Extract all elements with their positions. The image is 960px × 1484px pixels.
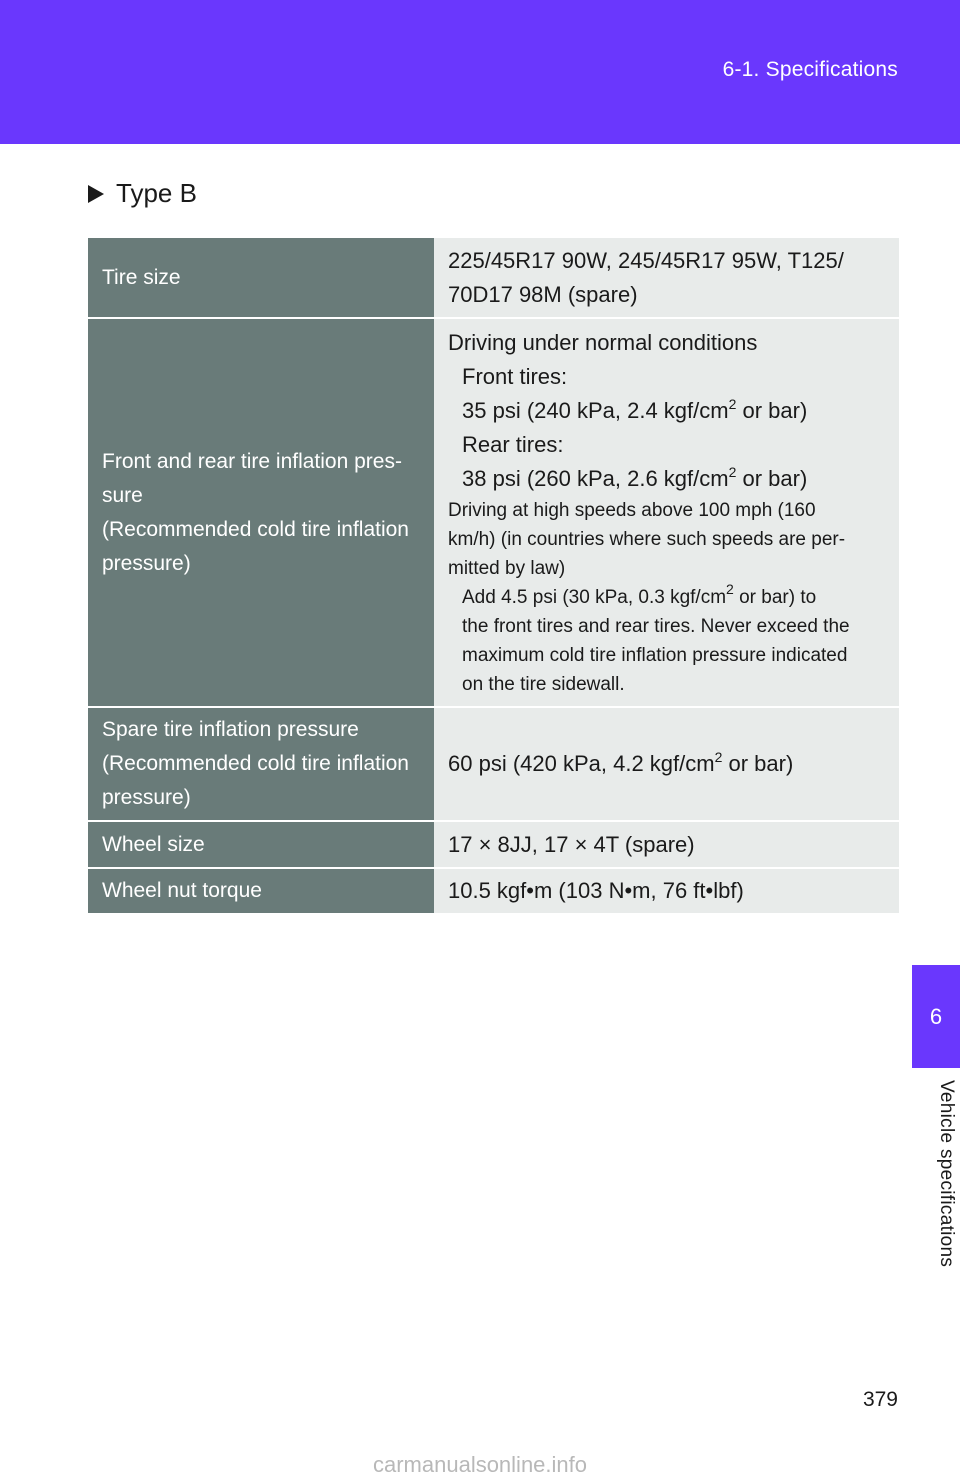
add-pressure-line3: maximum cold tire inflation pressure indicated xyxy=(462,645,848,666)
front-pressure-text: 35 psi (240 kPa, 2.4 kgf/cm xyxy=(462,398,729,423)
front-tires-label: Front tires: xyxy=(462,364,568,389)
spare-or-bar: or bar) xyxy=(722,751,794,776)
normal-conditions-heading: Driving under normal conditions xyxy=(448,330,758,355)
inflation-label-line3: (Recommended cold tire inflation xyxy=(102,517,409,541)
spare-superscript: 2 xyxy=(714,749,723,765)
rear-pressure-text: 38 psi (260 kPa, 2.6 kgf/cm xyxy=(462,466,729,491)
spare-label-line3: pressure) xyxy=(102,786,191,809)
rear-tires-label: Rear tires: xyxy=(462,432,564,457)
high-speed-line3: mitted by law) xyxy=(448,558,566,579)
value-wheel-nut: 10.5 kgf•m (103 N•m, 76 ft•lbf) xyxy=(434,868,899,914)
label-inflation xyxy=(88,318,434,707)
add-superscript: 2 xyxy=(726,581,734,597)
tire-size-line1: 225/45R17 90W, 245/45R17 95W, T125/ xyxy=(448,247,844,273)
table-row-tire-size xyxy=(88,238,899,318)
section-heading xyxy=(88,178,197,209)
add-pressure-line1 xyxy=(448,583,893,612)
label-tire-size: Tire size xyxy=(88,238,434,318)
add-pressure-line4: on the tire sidewall. xyxy=(462,674,625,695)
add-suffix: or bar) to xyxy=(733,587,817,608)
inflation-label-line1: Front and rear tire inflation pres- xyxy=(102,449,402,473)
spare-label-line2: (Recommended cold tire inflation xyxy=(102,752,409,775)
rear-or-bar: or bar) xyxy=(736,466,808,491)
section-heading-text: Type B xyxy=(116,178,197,208)
spec-table xyxy=(88,238,899,915)
inflation-label-line4: pressure) xyxy=(102,551,191,575)
table-row-wheel-nut xyxy=(88,868,899,914)
watermark: carmanualsonline.info xyxy=(372,1452,588,1477)
spare-label-line1: Spare tire inflation pressure xyxy=(102,718,359,741)
chapter-number: 6 xyxy=(929,1003,943,1029)
value-tire-size xyxy=(434,238,899,318)
front-tires-value xyxy=(448,394,893,428)
table-row-spare xyxy=(88,707,899,821)
label-spare xyxy=(88,707,434,821)
header-band xyxy=(0,0,960,144)
value-inflation xyxy=(434,318,899,707)
page-number: 379 xyxy=(862,1388,898,1411)
front-superscript: 2 xyxy=(728,396,737,412)
arrow-right-icon xyxy=(88,185,104,203)
high-speed-line2: km/h) (in countries where such speeds are per- xyxy=(448,529,846,550)
label-wheel-nut: Wheel nut torque xyxy=(88,868,434,914)
table-row-inflation xyxy=(88,318,899,707)
spare-pressure-text: 60 psi (420 kPa, 4.2 kgf/cm xyxy=(448,751,715,776)
add-pressure-line2: the front tires and rear tires. Never exceed the xyxy=(462,616,850,637)
add-prefix: Add 4.5 psi (30 kPa, 0.3 kgf/cm xyxy=(462,587,727,608)
inflation-label-line2: sure xyxy=(102,483,143,507)
rear-tires-value xyxy=(448,462,893,496)
rear-superscript: 2 xyxy=(728,464,737,480)
value-wheel-size: 17 × 8JJ, 17 × 4T (spare) xyxy=(434,821,899,868)
header-title: 6-1. Specifications xyxy=(722,58,898,81)
value-spare xyxy=(434,707,899,821)
chapter-tab xyxy=(912,965,960,1068)
tire-size-line2: 70D17 98M (spare) xyxy=(448,281,638,307)
chapter-label: Vehicle specifications xyxy=(936,1080,957,1268)
table-row-wheel-size xyxy=(88,821,899,868)
high-speed-line1: Driving at high speeds above 100 mph (160 xyxy=(448,500,816,521)
front-or-bar: or bar) xyxy=(736,398,808,423)
label-wheel-size: Wheel size xyxy=(88,821,434,868)
